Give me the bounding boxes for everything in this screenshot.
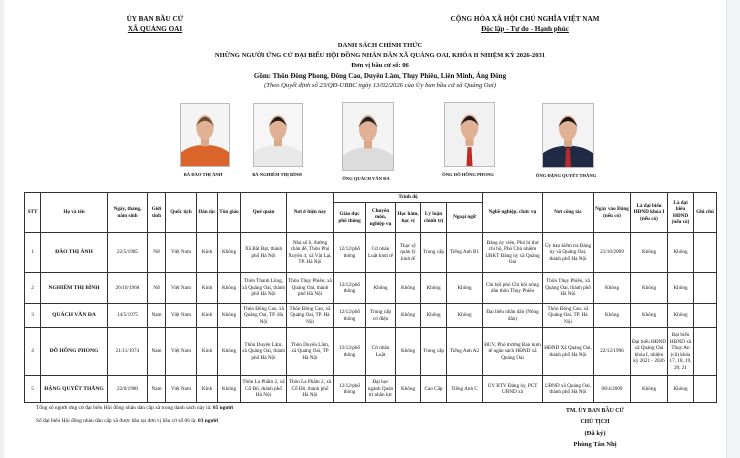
col-political: Lý luận chính trị bbox=[421, 203, 447, 233]
authority-line1: ỦY BAN BẦU CỬ bbox=[126, 15, 184, 23]
col-workplace: Nơi công tác bbox=[543, 193, 594, 233]
cell-language: Không bbox=[447, 304, 483, 328]
cell-degree: Thạc sỹ quản lý kinh tế bbox=[396, 233, 421, 273]
cell-residence: Nhà số 6, đường chân đê, Thôn Phú Xuyên 4, xã Vật Lại, TP. Hà Nội bbox=[287, 233, 334, 273]
signature-line1: TM. ỦY BAN BẦU CỬ bbox=[565, 408, 625, 414]
cell-nationality: Việt Nam bbox=[166, 328, 197, 376]
col-name: Họ và tên bbox=[41, 193, 108, 233]
cell-workplace: Ủy ban kiểm tra Đảng ủy xã Quảng Oai, thành phố Hà Nội bbox=[543, 233, 594, 273]
table-row bbox=[25, 304, 717, 328]
cell-professional: Không bbox=[366, 273, 396, 304]
col-occupation: Nghề nghiệp, chức vụ bbox=[483, 193, 543, 233]
table-row bbox=[25, 233, 717, 273]
cell-general-edu: 12/12/phổ thông bbox=[334, 233, 366, 273]
cell-hometown: Thôn Thanh Lũng, xã Quảng Oai, thành phố Hà Nội bbox=[241, 273, 287, 304]
cell-note bbox=[694, 328, 717, 376]
authority-line2: XÃ QUẢNG OAI bbox=[127, 25, 183, 33]
cell-degree: Không bbox=[396, 304, 421, 328]
cell-religion: Không bbox=[218, 328, 241, 376]
cell-general-edu: 12/12/phổ thông bbox=[334, 328, 366, 376]
col-professional: Chuyên môn, nghiệp vụ bbox=[366, 203, 396, 233]
cell-nationality: Việt Nam bbox=[166, 376, 197, 403]
cell-nationality: Việt Nam bbox=[166, 233, 197, 273]
cell-occupation: Đảng ủy viên, Phó bí thư chi bộ, Phó Chủ nhiệm UBKT Đảng ủy xã Quảng Oai bbox=[483, 233, 543, 273]
cell-political: Trung cấp bbox=[421, 233, 447, 273]
cell-general-edu: 12/12/phổ thông bbox=[334, 376, 366, 403]
title-line3: Đơn vị bầu cử số: 06 bbox=[351, 62, 409, 69]
elected-label: Số đại biểu Hội đồng nhân dân cấp xã được bầu tại đơn vị bầu cử số 06 là: bbox=[36, 418, 197, 424]
cell-occupation: Đại biểu nhân dân (Nông dân) bbox=[483, 304, 543, 328]
cell-stt: 3 bbox=[25, 304, 41, 328]
candidate-table-body bbox=[25, 233, 717, 403]
col-stt: STT bbox=[25, 193, 41, 233]
table-row bbox=[25, 273, 717, 304]
cell-religion: Không bbox=[218, 376, 241, 403]
total-candidates-note bbox=[36, 405, 233, 411]
cell-religion: Không bbox=[218, 304, 241, 328]
table-row bbox=[25, 328, 717, 376]
cell-hometown: Thôn Đông Cao, xã Quảng Oai, TP. Hà Nội bbox=[241, 304, 287, 328]
photo-caption: BÀ ĐÀO THỊ ÁNH bbox=[183, 172, 223, 177]
motto-line2: Độc lập - Tự do - Hạnh phúc bbox=[481, 25, 569, 33]
col-degree: Học hàm, học vị bbox=[396, 203, 421, 233]
col-hometown: Quê quán bbox=[241, 193, 287, 233]
total-value: 05 người bbox=[212, 405, 234, 411]
signature-line2: CHỦ TỊCH bbox=[580, 419, 610, 425]
col-ethnicity: Dân tộc bbox=[197, 193, 218, 233]
photo-caption: ÔNG ĐẶNG QUYẾT THẮNG bbox=[535, 173, 597, 178]
col-general-edu: Giáo dục phổ thông bbox=[334, 203, 366, 233]
cell-gender: Nam bbox=[148, 328, 166, 376]
cell-professional: Cử nhân Luật kinh tế bbox=[366, 233, 396, 273]
cell-name: NGHIÊM THỊ BÌNH bbox=[41, 273, 108, 304]
cell-residence: Thôn Thụy Phiêu, xã Quảng Oai, thành phố Hà Nội bbox=[287, 273, 334, 304]
issuing-authority bbox=[80, 14, 230, 34]
cell-name: ĐỖ HỒNG PHONG bbox=[41, 328, 108, 376]
cell-dob: 21/11/1974 bbox=[108, 328, 148, 376]
cell-workplace: Thôn Đông Cao, xã Quảng Oai, TP. Hà Nội bbox=[543, 304, 594, 328]
cell-nationality: Việt Nam bbox=[166, 304, 197, 328]
cell-dob: 22/5/1985 bbox=[108, 233, 148, 273]
cell-hometown: Xã Bắt Bạt, thành phố Hà Nội bbox=[241, 233, 287, 273]
document-title bbox=[120, 41, 640, 91]
viewer-side-strip bbox=[726, 0, 740, 458]
cell-hdnd-k1: Không bbox=[631, 304, 668, 328]
cell-ethnicity: Kinh bbox=[197, 233, 218, 273]
cell-workplace: Thôn Thụy Phiêu, xã Quảng Oai, thành phố Hà Nội bbox=[543, 273, 594, 304]
cell-hdnd-other: Không bbox=[668, 273, 694, 304]
cell-party-date: Không bbox=[594, 273, 631, 304]
col-religion: Tôn giáo bbox=[218, 193, 241, 233]
signature-line4: Phùng Tân Nhị bbox=[573, 441, 617, 448]
cell-occupation: Chi hội phó Chi hội nông dân thôn Thụy Phiêu bbox=[483, 273, 543, 304]
title-line5: (Theo Quyết định số 23/QĐ-UBBC ngày 13/02/2026 của Ủy ban bầu cử xã Quảng Oai) bbox=[264, 82, 496, 89]
cell-general-edu: 12/12/phổ thông bbox=[334, 273, 366, 304]
motto-line1: CỘNG HÒA XÃ HỘI CHỦ NGHĨA VIỆT NAM bbox=[450, 15, 600, 23]
elected-count-note bbox=[36, 418, 218, 424]
col-dob: Ngày, tháng, năm sinh bbox=[108, 193, 148, 233]
cell-hdnd-other: Đại biểu HĐND xã Thụy An (cũ) khóa 17, 18, 19, 20, 21 bbox=[668, 328, 694, 376]
candidate-photo bbox=[342, 102, 394, 171]
cell-general-edu: 12/12/phổ thông bbox=[334, 304, 366, 328]
cell-party-date: 21/10/2009 bbox=[594, 233, 631, 273]
cell-religion: Không bbox=[218, 273, 241, 304]
cell-dob: 14/5/1975 bbox=[108, 304, 148, 328]
cell-degree: Không bbox=[396, 273, 421, 304]
cell-hdnd-other: Không bbox=[668, 304, 694, 328]
title-line4: Gồm: Thôn Đông Phong, Đông Cao, Duyên Lâm, Thụy Phiêu, Liên Minh, Áng Đông bbox=[253, 72, 507, 80]
candidate-photo bbox=[444, 102, 495, 167]
cell-language: Không bbox=[447, 273, 483, 304]
cell-nationality: Việt Nam bbox=[166, 273, 197, 304]
cell-party-date: 22/12/1996 bbox=[594, 328, 631, 376]
title-line1: DANH SÁCH CHÍNH THỨC bbox=[337, 42, 423, 49]
cell-political: Cao Cấp bbox=[421, 376, 447, 403]
cell-note bbox=[694, 376, 717, 403]
col-nationality: Quốc tịch bbox=[166, 193, 197, 233]
col-language: Ngoại ngữ bbox=[447, 203, 483, 233]
cell-professional: Đại học ngành Quản trị nhân lực bbox=[366, 376, 396, 403]
cell-hdnd-k1: Không bbox=[631, 273, 668, 304]
total-label: Tổng số người ứng cử đại biểu Hội đồng nhân dân cấp xã trong danh sách này là: bbox=[36, 405, 212, 411]
cell-occupation: UV BTV Đảng ủy, PCT UBND xã bbox=[483, 376, 543, 403]
cell-language: Tiếng Anh B1 bbox=[447, 233, 483, 273]
cell-political: Không bbox=[421, 304, 447, 328]
candidate-table bbox=[24, 192, 717, 403]
cell-ethnicity: Kinh bbox=[197, 273, 218, 304]
cell-hdnd-other: Không bbox=[668, 233, 694, 273]
cell-workplace: HĐND Xã Quảng Oai, thành phố Hà Nội bbox=[543, 328, 594, 376]
table-row bbox=[25, 376, 717, 403]
cell-note bbox=[694, 304, 717, 328]
cell-degree: Không bbox=[396, 328, 421, 376]
signature-line3: (Đã ký) bbox=[584, 430, 606, 437]
cell-political: Không bbox=[421, 273, 447, 304]
cell-ethnicity: Kinh bbox=[197, 376, 218, 403]
cell-name: ĐẶNG QUYẾT THẮNG bbox=[41, 376, 108, 403]
col-hdnd-other: Là đại biểu HĐND (nếu có) bbox=[668, 193, 694, 233]
candidate-photo bbox=[542, 103, 594, 168]
title-line2: NHỮNG NGƯỜI ỨNG CỬ ĐẠI BIỂU HỘI ĐỒNG NHÂN DÂN XÃ QUẢNG OAI, KHÓA II NHIỆM KỲ 2026-2031 bbox=[214, 52, 546, 59]
candidate-photo bbox=[253, 103, 303, 167]
cell-residence: Thôn La Phẩm 2, xã Cổ Đô, thành phố Hà Nội bbox=[287, 376, 334, 403]
cell-residence: Thôn Đông Cao, xã Quảng Oai, TP. Hà Nội bbox=[287, 304, 334, 328]
cell-ethnicity: Kinh bbox=[197, 304, 218, 328]
col-hdnd-k1: Là đại biểu HĐND khóa I (nếu có) bbox=[631, 193, 668, 233]
cell-hometown: Thôn Duyên Lâm, xã Quảng Oai, thành phố Hà Nội bbox=[241, 328, 287, 376]
candidate-photo bbox=[180, 103, 230, 167]
national-motto bbox=[395, 14, 655, 34]
photo-caption: ÔNG QUÁCH VĂN ĐA bbox=[342, 176, 390, 181]
cell-name: QUÁCH VĂN ĐA bbox=[41, 304, 108, 328]
cell-stt: 2 bbox=[25, 273, 41, 304]
cell-stt: 4 bbox=[25, 328, 41, 376]
col-party-date: Ngày vào Đảng (nếu có) bbox=[594, 193, 631, 233]
cell-hdnd-k1: Không bbox=[631, 233, 668, 273]
cell-dob: 22/6/1980 bbox=[108, 376, 148, 403]
cell-ethnicity: Kinh bbox=[197, 328, 218, 376]
cell-gender: Nam bbox=[148, 304, 166, 328]
cell-political: Trung cấp bbox=[421, 328, 447, 376]
cell-stt: 5 bbox=[25, 376, 41, 403]
col-note: Ghi chú bbox=[694, 193, 717, 233]
cell-gender: Nữ bbox=[148, 233, 166, 273]
col-education-group: Trình độ bbox=[334, 193, 483, 203]
col-residence: Nơi ở hiện nay bbox=[287, 193, 334, 233]
cell-language: Tiếng Anh A2 bbox=[447, 328, 483, 376]
col-gender: Giới tính bbox=[148, 193, 166, 233]
cell-religion: Không bbox=[218, 233, 241, 273]
cell-degree: Không bbox=[396, 376, 421, 403]
cell-gender: Nam bbox=[148, 376, 166, 403]
cell-professional: Trung cấp cơ điện bbox=[366, 304, 396, 328]
cell-hdnd-k1: Không bbox=[631, 376, 668, 403]
cell-professional: Cử nhân Luật bbox=[366, 328, 396, 376]
cell-name: ĐÀO THỊ ÁNH bbox=[41, 233, 108, 273]
cell-note bbox=[694, 273, 717, 304]
cell-hdnd-other: Không bbox=[668, 376, 694, 403]
cell-occupation: ĐUV, Phó trưởng Ban kinh tế ngân sách HĐND xã Quảng Oai bbox=[483, 328, 543, 376]
cell-dob: 26/10/1968 bbox=[108, 273, 148, 304]
signature-block bbox=[520, 406, 670, 450]
cell-party-date: Không bbox=[594, 304, 631, 328]
photo-caption: BÀ NGHIÊM THỊ BÌNH bbox=[252, 172, 302, 177]
cell-party-date: 08/4/2009 bbox=[594, 376, 631, 403]
cell-note bbox=[694, 233, 717, 273]
photo-caption: ÔNG ĐỖ HỒNG PHONG bbox=[442, 172, 494, 177]
cell-hdnd-k1: Đại biểu HĐND xã Quảng Oai khóa I, nhiệm kỳ 2021 - 2026 bbox=[631, 328, 668, 376]
cell-stt: 1 bbox=[25, 233, 41, 273]
elected-value: 03 người bbox=[198, 418, 219, 424]
cell-language: Tiếng Anh C bbox=[447, 376, 483, 403]
cell-gender: Nữ bbox=[148, 273, 166, 304]
cell-workplace: UBND xã Quảng Oai, thành phố Hà Nội bbox=[543, 376, 594, 403]
cell-residence: Thôn Duyên Lâm, xã Quảng Oai, TP Hà Nội bbox=[287, 328, 334, 376]
cell-hometown: Thôn La Phẩm 2, xã Cổ Đô, thành phố Hà Nội bbox=[241, 376, 287, 403]
